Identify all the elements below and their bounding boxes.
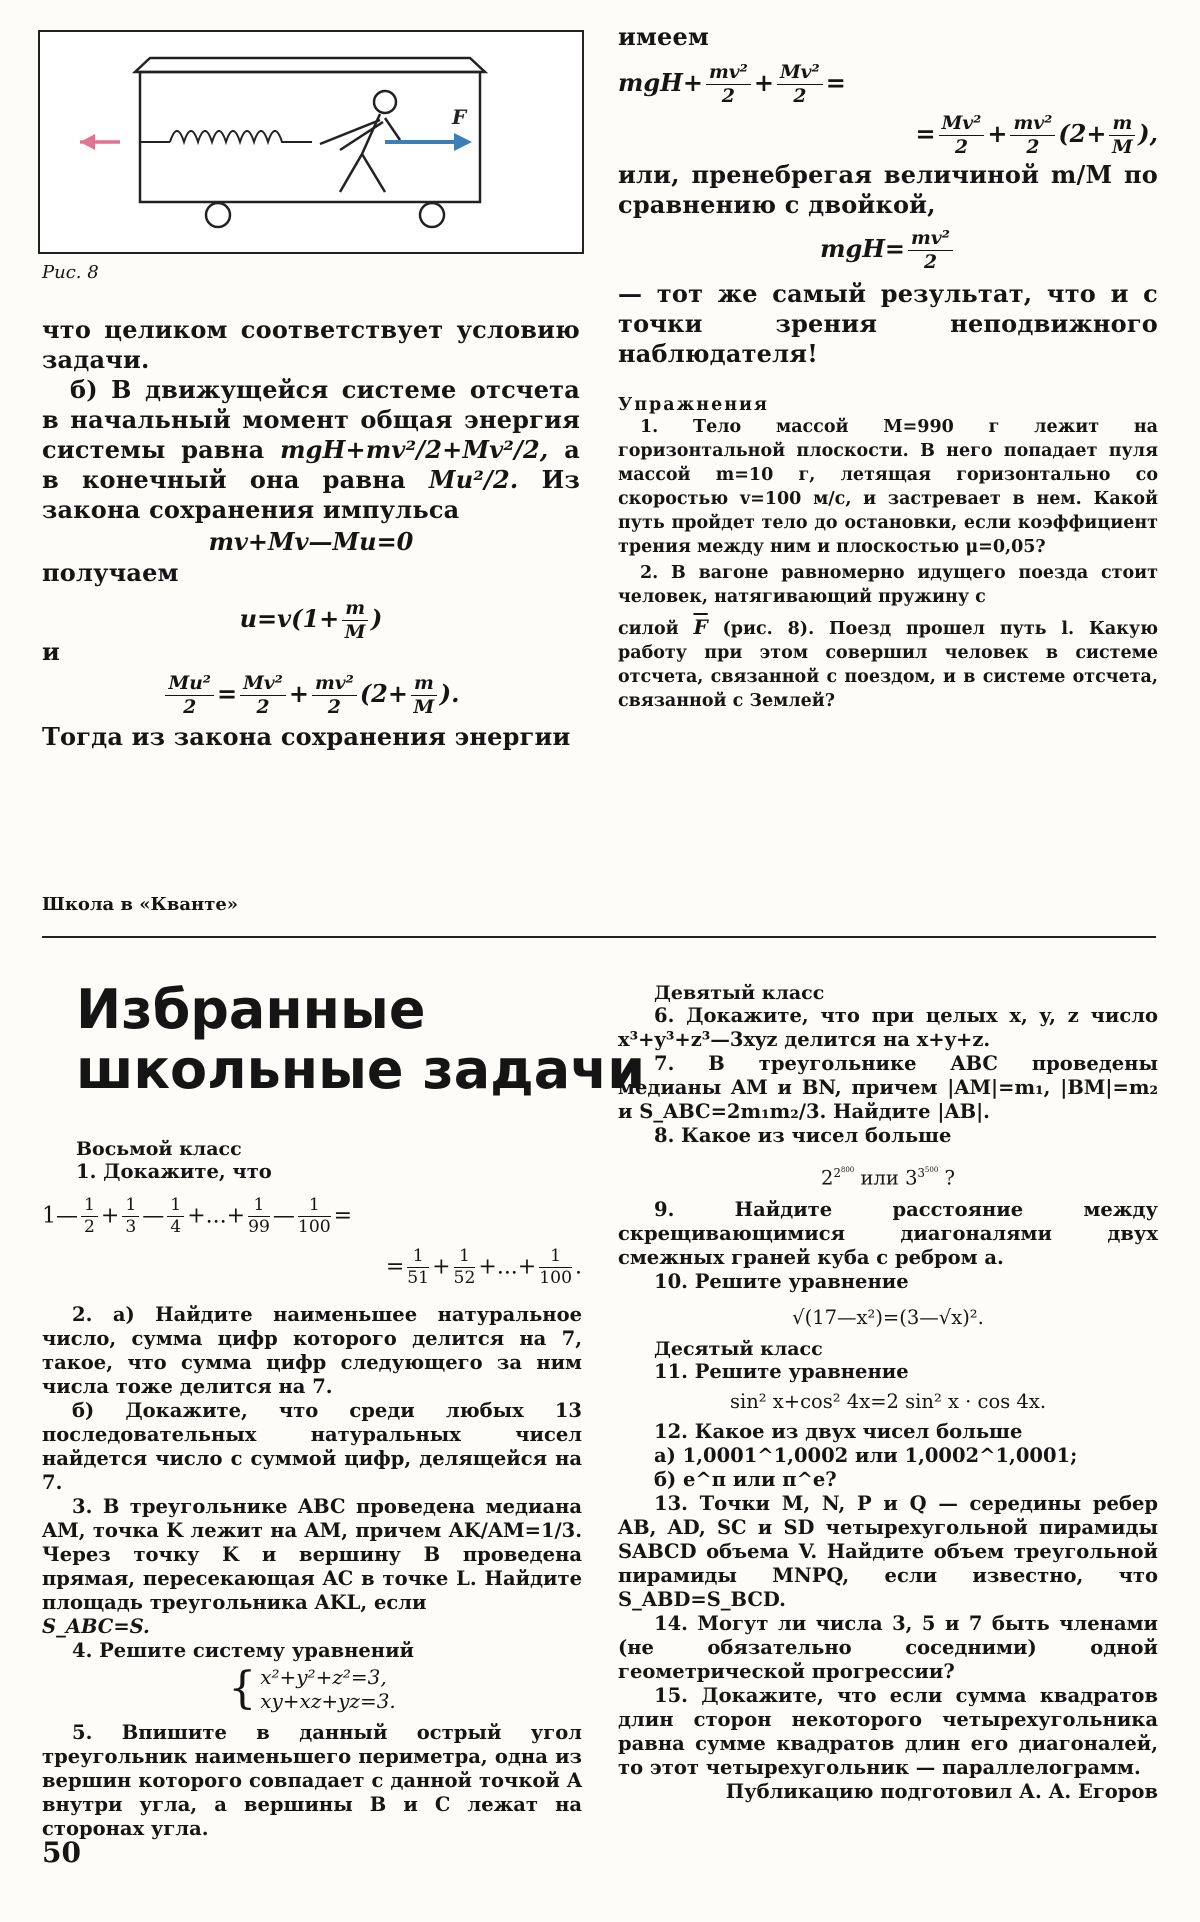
para-result: — тот же самый результат, что и с точки зрения неподвижного наблюдателя! — [618, 279, 1158, 368]
task-1-eq-line2: = $\frac{1}{51}$ + $\frac{1}{52}$ +...+ $\frac{1}{100}$ . — [385, 1246, 582, 1289]
text-momentum: Из закона сохранения импульса — [42, 465, 580, 524]
exercise-2b — [618, 615, 1158, 713]
task-6: 6. Докажите, что при целых x, y, z число x³+y³+z³—3xyz делится на x+y+z. — [618, 1004, 1158, 1051]
system-eq-2: xy+xz+yz=3. — [260, 1688, 396, 1713]
word-and: и — [42, 637, 61, 666]
title-line-1: Избранные — [76, 978, 426, 1041]
wagon-body — [140, 72, 480, 202]
task-8-expr: $2^{2^{800}}$ или $3^{3^{500}}$ ? — [821, 1165, 955, 1190]
system-brace: { — [228, 1662, 257, 1714]
grade8-heading: Восьмой класс — [76, 1138, 242, 1160]
system-eq-1: x²+y²+z²=3, — [260, 1664, 387, 1689]
text-moving-frame: б) В движущейся системе отсчета в начальный момент общая энергия системы равна — [42, 375, 580, 464]
section-title — [76, 980, 645, 1100]
task-13: 13. Точки M, N, P и Q — середины ребер AB, AD, SC и SD четырехугольной пирамиды SABCD объема V. Найдите объем треугольной пирамиды MNPQ, если известно, что S_ABD=S_BCD. — [618, 1492, 1158, 1612]
text-train-work: (рис. 8). Поезд прошел путь l. Какую работу при этом совершил человек в системе отсчета, связанной с поездом, и в системе отсчета, связанной с Землей? — [618, 619, 1159, 711]
eq-have-line1: mgH+ $\frac{\text{mv²}}{2}$ + $\frac{\text{Mv²}}{2}$ = — [618, 61, 846, 107]
task-2b: б) Докажите, что среди любых 13 последовательных натуральных чисел найдется число с суммой цифр, делящейся на 7. — [42, 1398, 582, 1494]
task-9: 9. Найдите расстояние между скрещивающимися диагоналями двух смежных граней куба с ребром a. — [618, 1198, 1158, 1270]
wagon-roof — [135, 58, 485, 72]
para-moving-frame — [42, 375, 580, 525]
arrow-left-head — [80, 134, 95, 150]
left-top-column — [42, 315, 580, 752]
figure-caption: Рис. 8 — [42, 262, 99, 283]
system-equations — [260, 1665, 396, 1713]
task-3: 3. В треугольнике ABC проведена медиана AM, точка K лежит на AM, причем AK/AM=1/3. Через точку K и вершину B проведена прямая, пересекающая AC в точке L. Найдите площадь треугольника AKL, если — [42, 1494, 582, 1614]
grade8-column — [42, 1130, 582, 1841]
word-have: имеем — [618, 22, 710, 51]
task-10: 10. Решите уравнение — [654, 1270, 909, 1294]
text-force: силой — [618, 619, 679, 639]
eq-energy-moving: $\frac{\text{Mu²}}{2}$ = $\frac{\text{Mv²}}{2}$ + $\frac{\text{mv²}}{2}$ (2+ $\frac{m}{M}$ ). — [42, 673, 580, 718]
right-top-column — [618, 22, 1158, 713]
vector-f: $\overline{F}$ — [693, 615, 708, 639]
task-12b: б) e^π или π^e? — [654, 1468, 837, 1492]
task-12: 12. Какое из двух чисел больше — [654, 1420, 1023, 1444]
task-1: 1. Докажите, что — [76, 1160, 272, 1183]
task-5: 5. Впишите в данный острый угол треугольник наименьшего периметра, одна из вершин которого совпадает с данной точкой A внутри угла, а вершины B и C лежат на сторонах угла. — [42, 1720, 582, 1840]
task-7: 7. В треугольнике ABC проведены медианы AM и BN, причем |AM|=m₁, |BM|=m₂ и S_ABC=2m₁m₂/3. Найдите |AB|. — [618, 1052, 1158, 1123]
rubric: Школа в «Кванте» — [42, 894, 239, 915]
task-4-system — [42, 1662, 582, 1714]
word-or: или — [860, 1166, 899, 1190]
grade9-heading: Девятый класс — [654, 982, 825, 1004]
wagon-illustration — [40, 32, 582, 252]
formula-energy-final: Mu²/2. — [428, 465, 519, 494]
eq-u: u=v(1+ $\frac{m}{M}$ ) — [239, 597, 383, 643]
exercise-1: 1. Тело массой M=990 г лежит на горизонтальной плоскости. В него попадает пуля массой m=10 г, летящая горизонтально со скоростью v=100 м/с, и застревает в нем. Какой путь пройдет тело до остановки, если коэффициент трения между ним и плоскостью μ=0,05? — [618, 417, 1158, 557]
grade9-10-column — [618, 982, 1158, 1804]
spring-coil — [170, 131, 312, 142]
eq-result: mgH= $\frac{\text{mv²}}{2}$ — [618, 228, 1158, 273]
title-line-2: школьные задачи — [76, 1038, 646, 1101]
para-condition: что целиком соответствует условию задачи. — [42, 315, 580, 374]
task-1-eq-line1: 1— $\frac{1}{2}$ + $\frac{1}{3}$ — $\frac{1}{4}$ +...+ $\frac{1}{99}$ — $\frac{1}{100}$ = — [42, 1195, 353, 1237]
exercises-heading: Упражнения — [618, 395, 769, 415]
credit-line: Публикацию подготовил А. А. Егоров — [725, 1780, 1158, 1804]
para-neglect: или, пренебрегая величиной m/M по сравнению с двойкой, — [618, 160, 1158, 219]
eq-momentum: mv+Mv—Mu=0 — [208, 527, 414, 556]
figure-8 — [38, 30, 584, 254]
task-14: 14. Могут ли числа 3, 5 и 7 быть членами (не обязательно соседними) одной геометрической прогрессии? — [618, 1612, 1158, 1684]
wheel-left — [206, 203, 230, 227]
force-label: F — [452, 105, 467, 129]
formula-energy-initial: mgH+mv²/2+Mv²/2, — [280, 435, 549, 464]
para-then: Тогда из закона сохранения энергии — [42, 722, 571, 751]
exercise-2a: 2. В вагоне равномерно идущего поезда стоит человек, натягивающий пружину с — [618, 563, 1158, 607]
task-2a: 2. а) Найдите наименьшее натуральное число, сумма цифр которого делится на 7, такое, что сумма цифр следующего за ним числа тоже делится на 7. — [42, 1302, 582, 1398]
task-15: 15. Докажите, что если сумма квадратов длин сторон некоторого четырехугольника равна сумме квадратов длин его диагоналей, то этот четырехугольник — параллелограмм. — [618, 1684, 1158, 1780]
task-3-end: S_ABC=S. — [42, 1614, 150, 1638]
wheel-right — [420, 203, 444, 227]
task-11-eq: sin² x+cos² 4x=2 sin² x · cos 4x. — [729, 1390, 1047, 1414]
word-get: получаем — [42, 558, 179, 587]
task-11: 11. Решите уравнение — [654, 1360, 909, 1384]
page-number: 50 — [42, 1836, 81, 1869]
task-10-eq: √(17—x²)=(3—√x)². — [792, 1306, 984, 1330]
task-12a: а) 1,0001^1,0002 или 1,0002^1,0001; — [654, 1444, 1078, 1468]
grade10-heading: Десятый класс — [654, 1338, 823, 1361]
task-4: 4. Решите систему уравнений — [72, 1638, 415, 1662]
task-8: 8. Какое из чисел больше — [654, 1124, 952, 1147]
eq-have-line2: = $\frac{\text{Mv²}}{2}$ + $\frac{\text{mv²}}{2}$ (2+ $\frac{m}{M}$ ), — [915, 112, 1158, 158]
text-final: а в конечный она равна — [42, 435, 580, 494]
section-divider — [42, 936, 1156, 938]
arrow-force-head — [454, 133, 472, 151]
